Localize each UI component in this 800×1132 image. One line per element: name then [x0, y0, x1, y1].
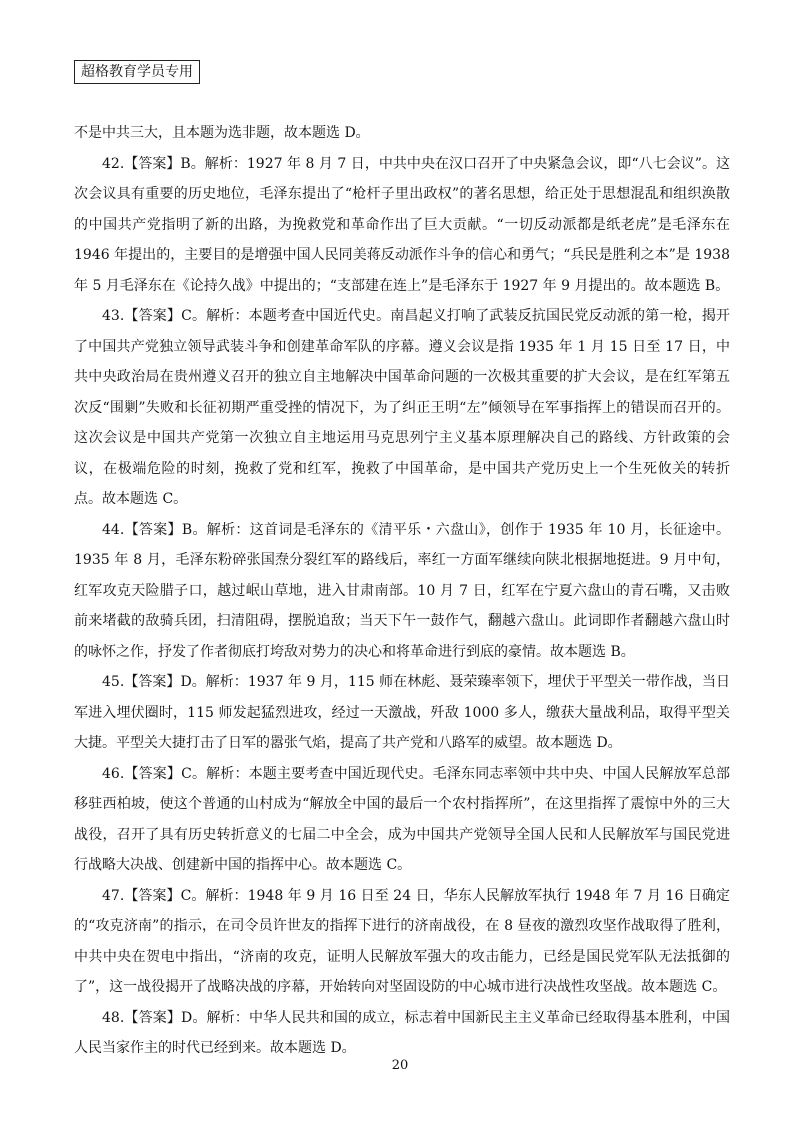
answer-42: 42.【答案】B。解析：1927 年 8 月 7 日，中共中央在汉口召开了中央紧急会议，即“八七会议”。这次会议具有重要的历史地位，毛泽东提出了“枪杆子里出政权”的著名思想，给正处于思想混乱和组织涣散的中国共产党指明了新的出路，为挽救党和革命作出了巨大贡献。“一切反动派都是纸老虎”是毛泽东在 1946 年提出的，主要目的是增强中国人民同美蒋反动派作斗争的信心和勇气；“兵民是胜利之本”是 1938 年 5 月毛泽东在《论持久战》中提出的；“支部建在连上”是毛泽东于 1927 年 9 月提出的。故本题选 B。: [74, 155, 730, 294]
answer-44: 44.【答案】B。解析：这首词是毛泽东的《清平乐・六盘山》，创作于 1935 年 10 月，长征途中。1935 年 8 月，毛泽东粉碎张国焘分裂红军的路线后，率红一方面军继续向陕北根据地挺进。9 月中旬，红军攻克天险腊子口，越过岷山草地，进入甘肃南部。10 月 7 日，红军在宁夏六盘山的青石嘴，又击败前来堵截的敌骑兵团，扫清阻碍，摆脱追敌；当天下午一鼓作气，翻越六盘山。此词即作者翻越六盘山时的咏怀之作，抒发了作者彻底打垮敌对势力的决心和将革命进行到底的豪情。故本题选 B。: [74, 521, 730, 660]
paragraph-continued: 不是中共三大，且本题为选非题，故本题选 D。: [74, 125, 370, 141]
answer-46: 46.【答案】C。解析：本题主要考查中国近现代史。毛泽东同志率领中共中央、中国人民解放军总部移驻西柏坡，使这个普通的山村成为“解放全中国的最后一个农村指挥所”，在这里指挥了震惊中外的三大战役，召开了具有历史转折意义的七届二中全会，成为中国共产党领导全国人民和人民解放军与国民党进行战略大决战、创建新中国的指挥中心。故本题选 C。: [74, 765, 730, 873]
answer-content: [74, 118, 730, 1064]
header-label: 超格教育学员专用: [74, 60, 200, 84]
answer-48: 48.【答案】D。解析：中华人民共和国的成立，标志着中国新民主主义革命已经取得基本胜利，中国人民当家作主的时代已经到来。故本题选 D。: [74, 1009, 730, 1056]
answer-45: 45.【答案】D。解析：1937 年 9 月，115 师在林彪、聂荣臻率领下，埋伏于平型关一带作战，当日军进入埋伏圈时，115 师发起猛烈进攻，经过一天激战，歼敌 1000 多人，缴获大量战利品，取得平型关大捷。平型关大捷打击了日军的嚣张气焰，提高了共产党和八路军的威望。故本题选 D。: [74, 674, 730, 751]
page-number: 20: [391, 1058, 409, 1073]
answer-43: 43.【答案】C。解析：本题考查中国近代史。南昌起义打响了武装反抗国民党反动派的第一枪，揭开了中国共产党独立领导武装斗争和创建革命军队的序幕。遵义会议是指 1935 年 1 月 15 日至 17 日，中共中央政治局在贵州遵义召开的独立自主地解决中国革命问题的一次极其重要的扩大会议，是在红军第五次反“围剿”失败和长征初期严重受挫的情况下，为了纠正王明“左”倾领导在军事指挥上的错误而召开的。这次会议是中国共产党第一次独立自主地运用马克思列宁主义基本原理解决自己的路线、方针政策的会议，在极端危险的时刻，挽救了党和红军，挽救了中国革命，是中国共产党历史上一个生死攸关的转折点。故本题选 C。: [74, 308, 730, 507]
answer-47: 47.【答案】C。解析：1948 年 9 月 16 日至 24 日，华东人民解放军执行 1948 年 7 月 16 日确定的“攻克济南”的指示，在司令员许世友的指挥下进行的济南战役，在 8 昼夜的激烈攻坚作战取得了胜利，中共中央在贺电中指出，“济南的攻克，证明人民解放军强大的攻击能力，已经是国民党军队无法抵御的了”，这一战役揭开了战略决战的序幕，开始转向对坚固设防的中心城市进行决战性攻坚战。故本题选 C。: [74, 887, 730, 995]
